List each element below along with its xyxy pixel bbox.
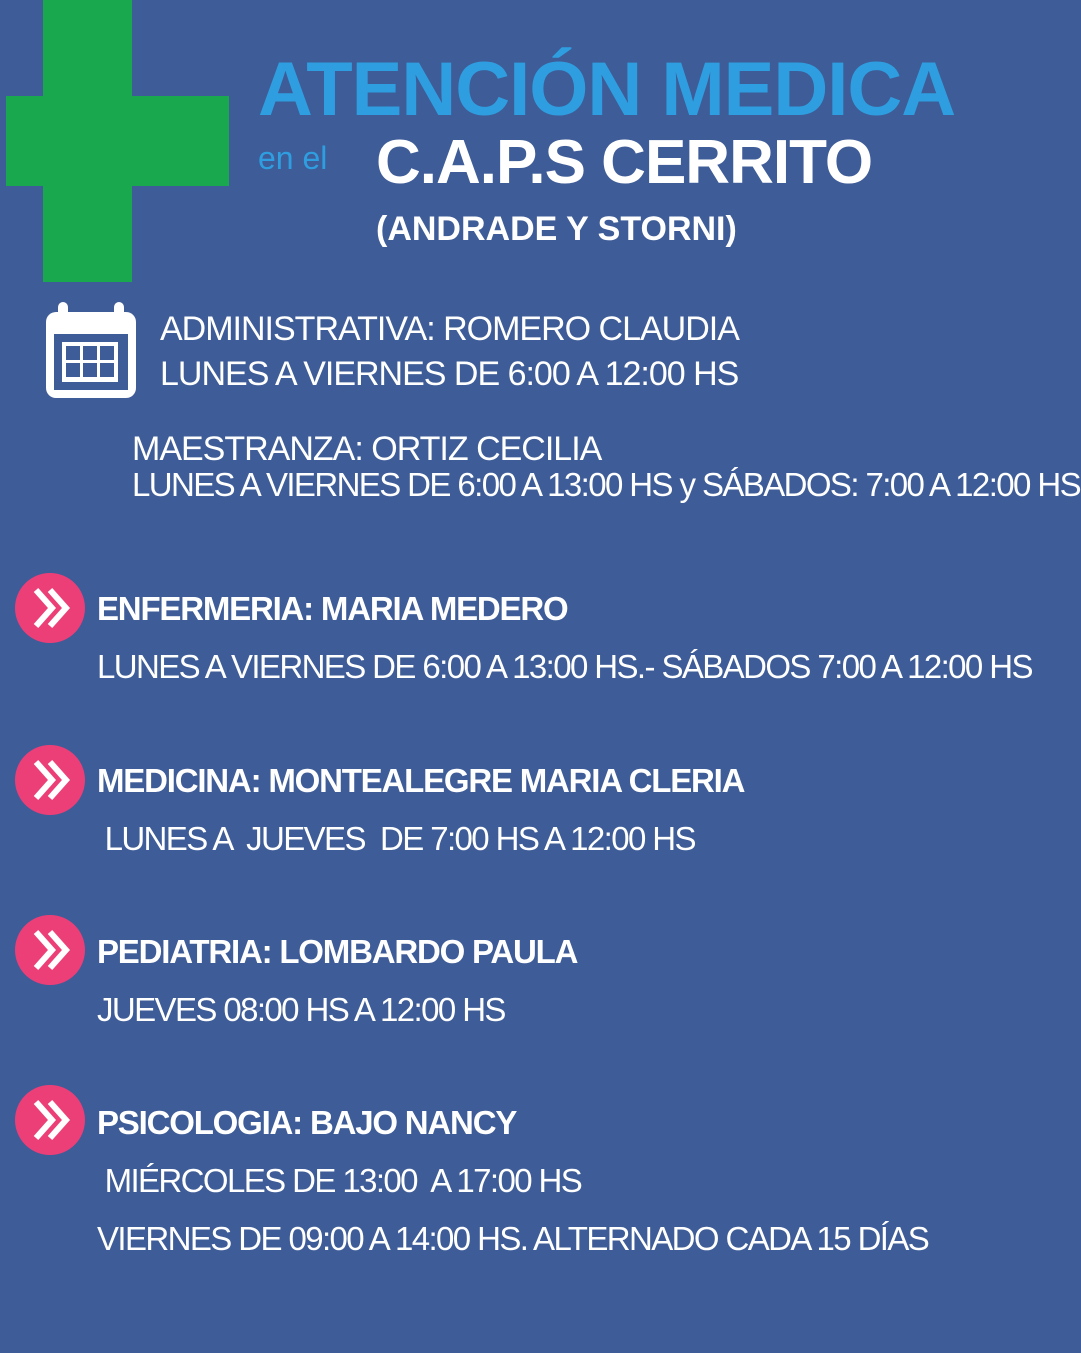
service-title-pediatria: PEDIATRIA: LOMBARDO PAULA — [97, 933, 578, 970]
administrativa-name: ADMINISTRATIVA: ROMERO CLAUDIA — [160, 310, 739, 348]
service-schedule-psicologia-1: MIÉRCOLES DE 13:00 A 17:00 HS — [97, 1162, 582, 1199]
double-chevron-right-icon — [14, 572, 86, 644]
service-schedule-psicologia-2: VIERNES DE 09:00 A 14:00 HS. ALTERNADO CADA 15 DÍAS — [97, 1220, 929, 1257]
service-schedule-enfermeria: LUNES A VIERNES DE 6:00 A 13:00 HS.- SÁBADOS 7:00 A 12:00 HS — [97, 648, 1032, 685]
title-prefix: en el — [258, 140, 328, 176]
service-schedule-medicina: LUNES A JUEVES DE 7:00 HS A 12:00 HS — [97, 820, 695, 857]
service-title-psicologia: PSICOLOGIA: BAJO NANCY — [97, 1104, 517, 1141]
calendar-icon — [44, 300, 138, 400]
center-name: C.A.P.S CERRITO — [376, 128, 873, 197]
service-schedule-pediatria: JUEVES 08:00 HS A 12:00 HS — [97, 991, 505, 1028]
service-title-medicina: MEDICINA: MONTEALEGRE MARIA CLERIA — [97, 762, 745, 799]
maestranza-schedule: LUNES A VIERNES DE 6:00 A 13:00 HS y SÁBADOS: 7:00 A 12:00 HS — [132, 466, 1080, 503]
center-address: (ANDRADE Y STORNI) — [376, 210, 737, 248]
page-title: ATENCIÓN MEDICA — [258, 47, 956, 132]
administrativa-schedule: LUNES A VIERNES DE 6:00 A 12:00 HS — [160, 355, 739, 393]
service-title-enfermeria: ENFERMERIA: MARIA MEDERO — [97, 590, 568, 627]
double-chevron-right-icon — [14, 1084, 86, 1156]
double-chevron-right-icon — [14, 744, 86, 816]
maestranza-name: MAESTRANZA: ORTIZ CECILIA — [132, 430, 602, 468]
double-chevron-right-icon — [14, 914, 86, 986]
